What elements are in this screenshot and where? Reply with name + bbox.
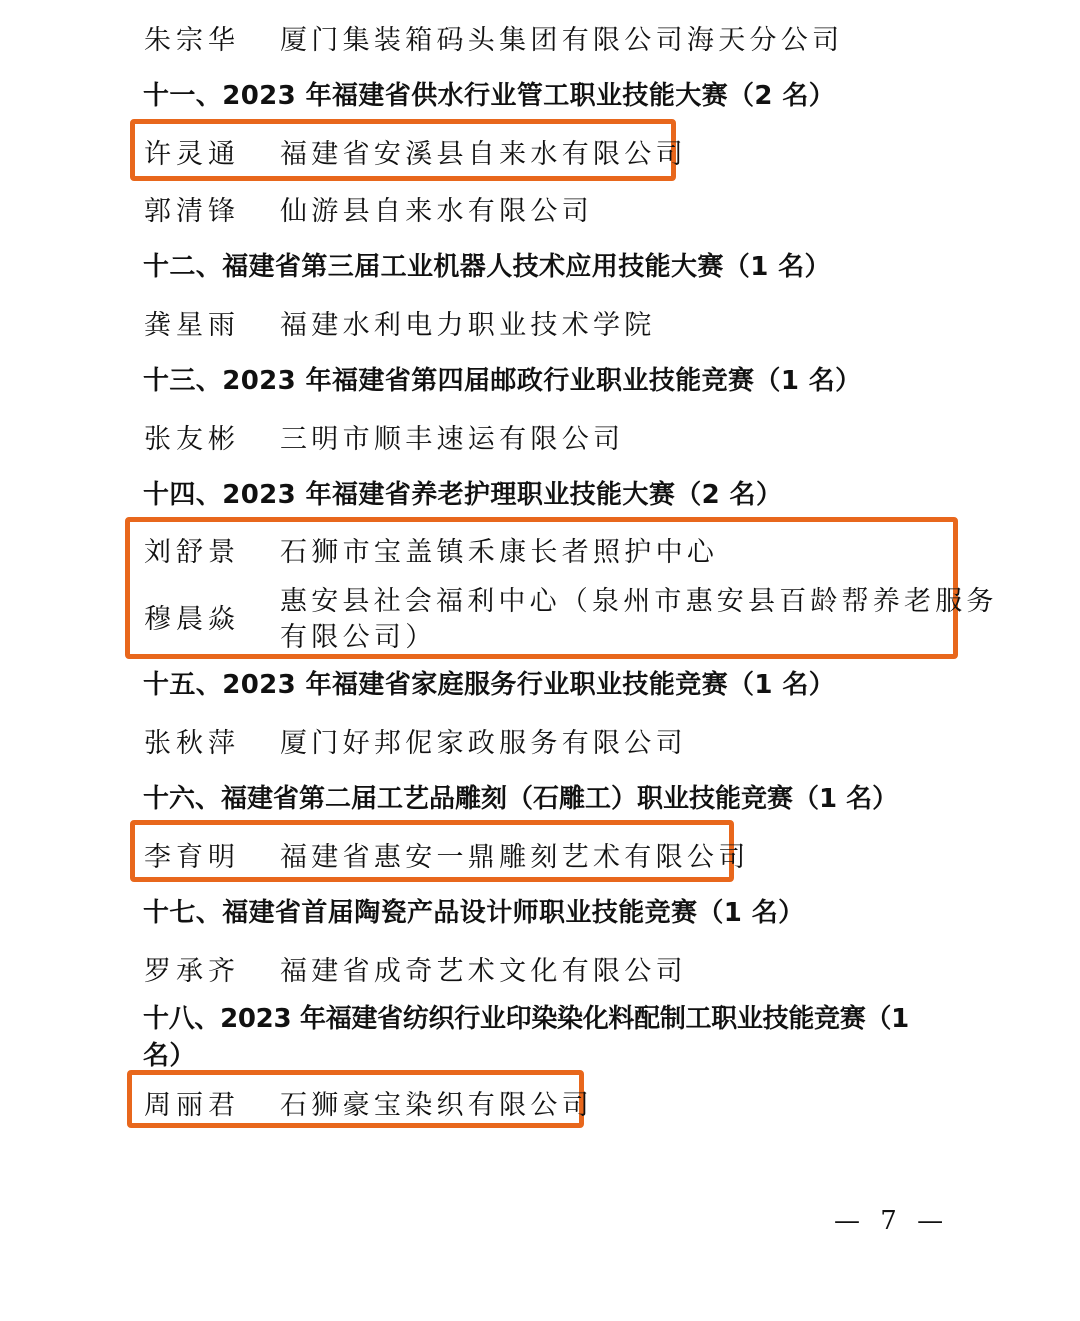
organization-name: 福建水利电力职业技术学院 [280,310,656,341]
organization-name: 福建省惠安一鼎雕刻艺术有限公司 [280,842,750,873]
person-name: 刘舒景 [144,537,240,568]
organization-name-line-2: 有限公司） [280,622,437,653]
person-name: 穆晨焱 [144,604,240,635]
competition-title-line-2: 名） [143,1041,196,1071]
person-name: 罗承齐 [144,956,240,987]
organization-name: 石狮豪宝染织有限公司 [280,1090,593,1121]
person-name: 李育明 [144,842,240,873]
competition-title: 十七、福建省首届陶瓷产品设计师职业技能竞赛（1 名） [143,898,805,928]
person-name: 周丽君 [144,1090,240,1121]
competition-title: 十二、福建省第三届工业机器人技术应用技能大赛（1 名） [143,252,831,282]
organization-name: 仙游县自来水有限公司 [280,196,593,227]
organization-name: 石狮市宝盖镇禾康长者照护中心 [280,537,719,568]
organization-name: 厦门集装箱码头集团有限公司海天分公司 [280,25,844,56]
organization-name: 三明市顺丰速运有限公司 [280,424,625,455]
person-name: 朱宗华 [144,25,240,56]
organization-name-line-1: 惠安县社会福利中心（泉州市惠安县百龄帮养老服务 [280,586,998,617]
person-name: 张秋萍 [144,728,240,759]
person-name: 许灵通 [144,139,240,170]
person-name: 龚星雨 [144,310,240,341]
competition-title: 十四、2023 年福建省养老护理职业技能大赛（2 名） [143,480,783,510]
page-number: — 7 — [834,1206,950,1236]
competition-title: 十一、2023 年福建省供水行业管工职业技能大赛（2 名） [143,81,836,111]
competition-title-line-1: 十八、2023 年福建省纺织行业印染染化料配制工职业技能竞赛（1 [143,1004,909,1034]
competition-title: 十五、2023 年福建省家庭服务行业职业技能竞赛（1 名） [143,670,836,700]
organization-name: 福建省安溪县自来水有限公司 [280,139,687,170]
organization-name: 福建省成奇艺术文化有限公司 [280,956,687,987]
organization-name: 厦门好邦伲家政服务有限公司 [280,728,687,759]
competition-title: 十六、福建省第二届工艺品雕刻（石雕工）职业技能竞赛（1 名） [143,784,899,814]
person-name: 张友彬 [144,424,240,455]
competition-title: 十三、2023 年福建省第四届邮政行业职业技能竞赛（1 名） [143,366,862,396]
person-name: 郭清锋 [144,196,240,227]
